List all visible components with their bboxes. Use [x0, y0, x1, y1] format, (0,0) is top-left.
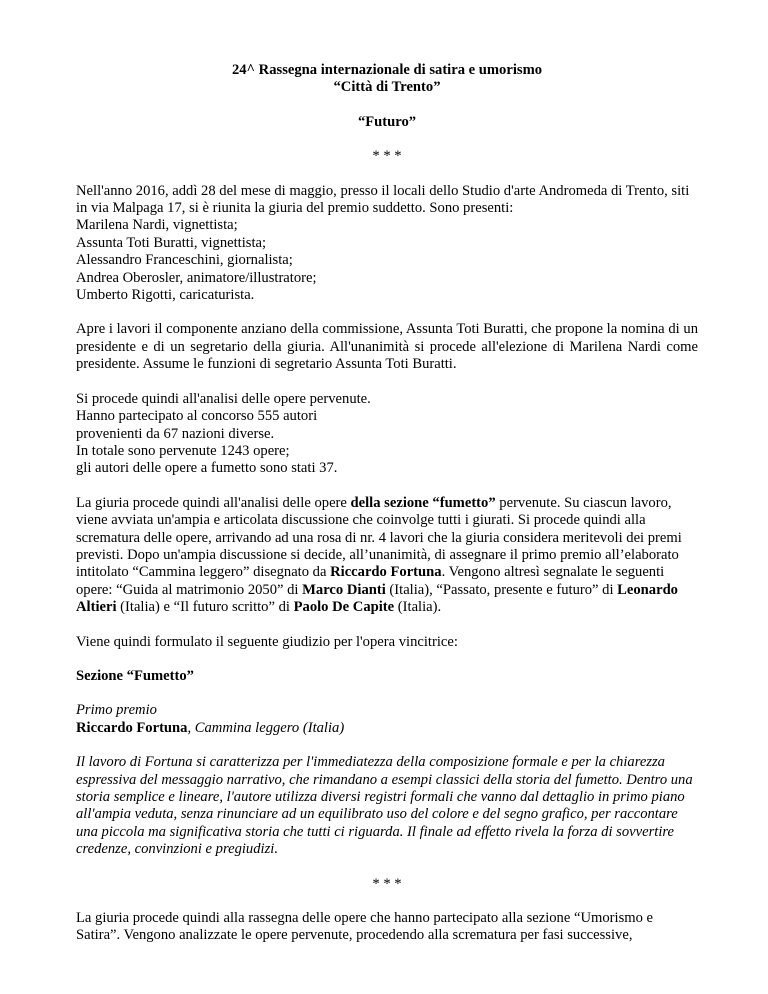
judgement-intro: Viene quindi formulato il seguente giudizio per l'opera vincitrice:: [76, 633, 458, 650]
stats-line: Si procede quindi all'analisi delle opere pervenute.: [76, 390, 371, 407]
stats-line: gli autori delle opere a fumetto sono stati 37.: [76, 460, 338, 477]
president-paragraph: Apre i lavori il componente anziano della commissione, Assunta Toti Buratti, che propone la nomina di un presidente e di un segretario della giuria. All'unanimità si procede all'elezione di Marilena Nardi come presidente. Assume le funzioni di segretario Assunta Toti Buratti.: [76, 321, 698, 373]
author-name: Paolo De Capite: [293, 599, 395, 616]
stats-line: In totale sono pervenute 1243 opere;: [76, 442, 290, 459]
prize-label: Primo premio: [76, 702, 157, 719]
text-run: pervenute. Su ciascun lavoro, viene avviata un'ampia e articolata discussione che coinvolge tutti i giurati. Si procede quindi alla scrematura delle opere, arrivando ad una rosa di nr. 4 lavori che la giuria considera meritevoli dei premi previsti. Dopo un'ampia discussione si decide, all’unanimità, di assegnare il primo premio all’elaborato intitolato “Cammina leggero” disegnato da: [76, 494, 682, 581]
jury-member: Alessandro Franceschini, giornalista;: [76, 252, 293, 269]
winner-work: , Cammina leggero (Italia): [187, 719, 345, 736]
jury-member: Andrea Oberosler, animatore/illustratore;: [76, 269, 317, 286]
event-title-line-1: 24^ Rassegna internazionale di satira e umorismo: [231, 62, 543, 78]
stats-paragraph: [76, 391, 698, 478]
text-run: (Italia) e “Il futuro scritto” di: [116, 599, 294, 616]
separator-middle: * * *: [372, 875, 402, 892]
jury-member: Umberto Rigotti, caricaturista.: [76, 287, 255, 304]
text-run: . Vengono altresì segnalate le seguenti opere: “Guida al matrimonio 2050” di: [76, 564, 665, 598]
stats-line: Hanno partecipato al concorso 555 autori: [76, 408, 318, 425]
author-name: Marco Dianti: [302, 581, 386, 598]
text-run: (Italia), “Passato, presente e futuro” di: [385, 581, 618, 598]
author-name: Riccardo Fortuna: [330, 564, 442, 581]
event-title: [76, 62, 698, 97]
jury-member: Marilena Nardi, vignettista;: [76, 217, 238, 234]
text-run: La giuria procede quindi all'analisi delle opere: [76, 494, 351, 511]
author-name: Leonardo Altieri: [76, 581, 678, 616]
closing-paragraph: La giuria procede quindi alla rassegna delle opere che hanno partecipato alla sezione “Umorismo e Satira”. Vengono analizzate le opere pervenute, procedendo alla scrematura per fasi successive,: [76, 910, 654, 944]
theme-title: “Futuro”: [357, 113, 417, 130]
stats-line: provenienti da 67 nazioni diverse.: [76, 425, 275, 442]
intro-opening: Nell'anno 2016, addì 28 del mese di maggio, presso il locali dello Studio d'arte Andromeda di Trento, siti in via Malpaga 17, si è riunita la giuria del premio suddetto. Sono presenti:: [76, 182, 690, 217]
event-title-line-2: “Città di Trento”: [333, 79, 441, 96]
fumetto-paragraph: [76, 495, 698, 617]
section-heading: Sezione “Fumetto”: [76, 667, 194, 684]
prize-block: [76, 702, 698, 737]
critique-paragraph: Il lavoro di Fortuna si caratterizza per l'immediatezza della composizione formale e per la chiarezza espressiva del messaggio narrativo, che rimandano a esempi classici della storia del fumetto. Dentro una storia semplice e lineare, l'autore utilizza diversi registri formali che vanno dal dettaglio in primo piano all'ampia veduta, senza rinunciare ad un equilibrato uso del colore e del segno grafico, per raccontare una piccola ma significativa storia che tutti ci riguarda. Il finale ad effetto rivela la forza di sovvertire credenze, convinzioni e pregiudizi.: [76, 754, 693, 858]
document-page: [76, 62, 698, 945]
section-name: della sezione “fumetto”: [350, 494, 496, 511]
intro-paragraph: [76, 183, 698, 305]
winner-name: Riccardo Fortuna: [76, 719, 188, 736]
jury-member: Assunta Toti Buratti, vignettista;: [76, 234, 267, 251]
separator-top: * * *: [372, 148, 402, 165]
text-run: (Italia).: [394, 599, 442, 616]
